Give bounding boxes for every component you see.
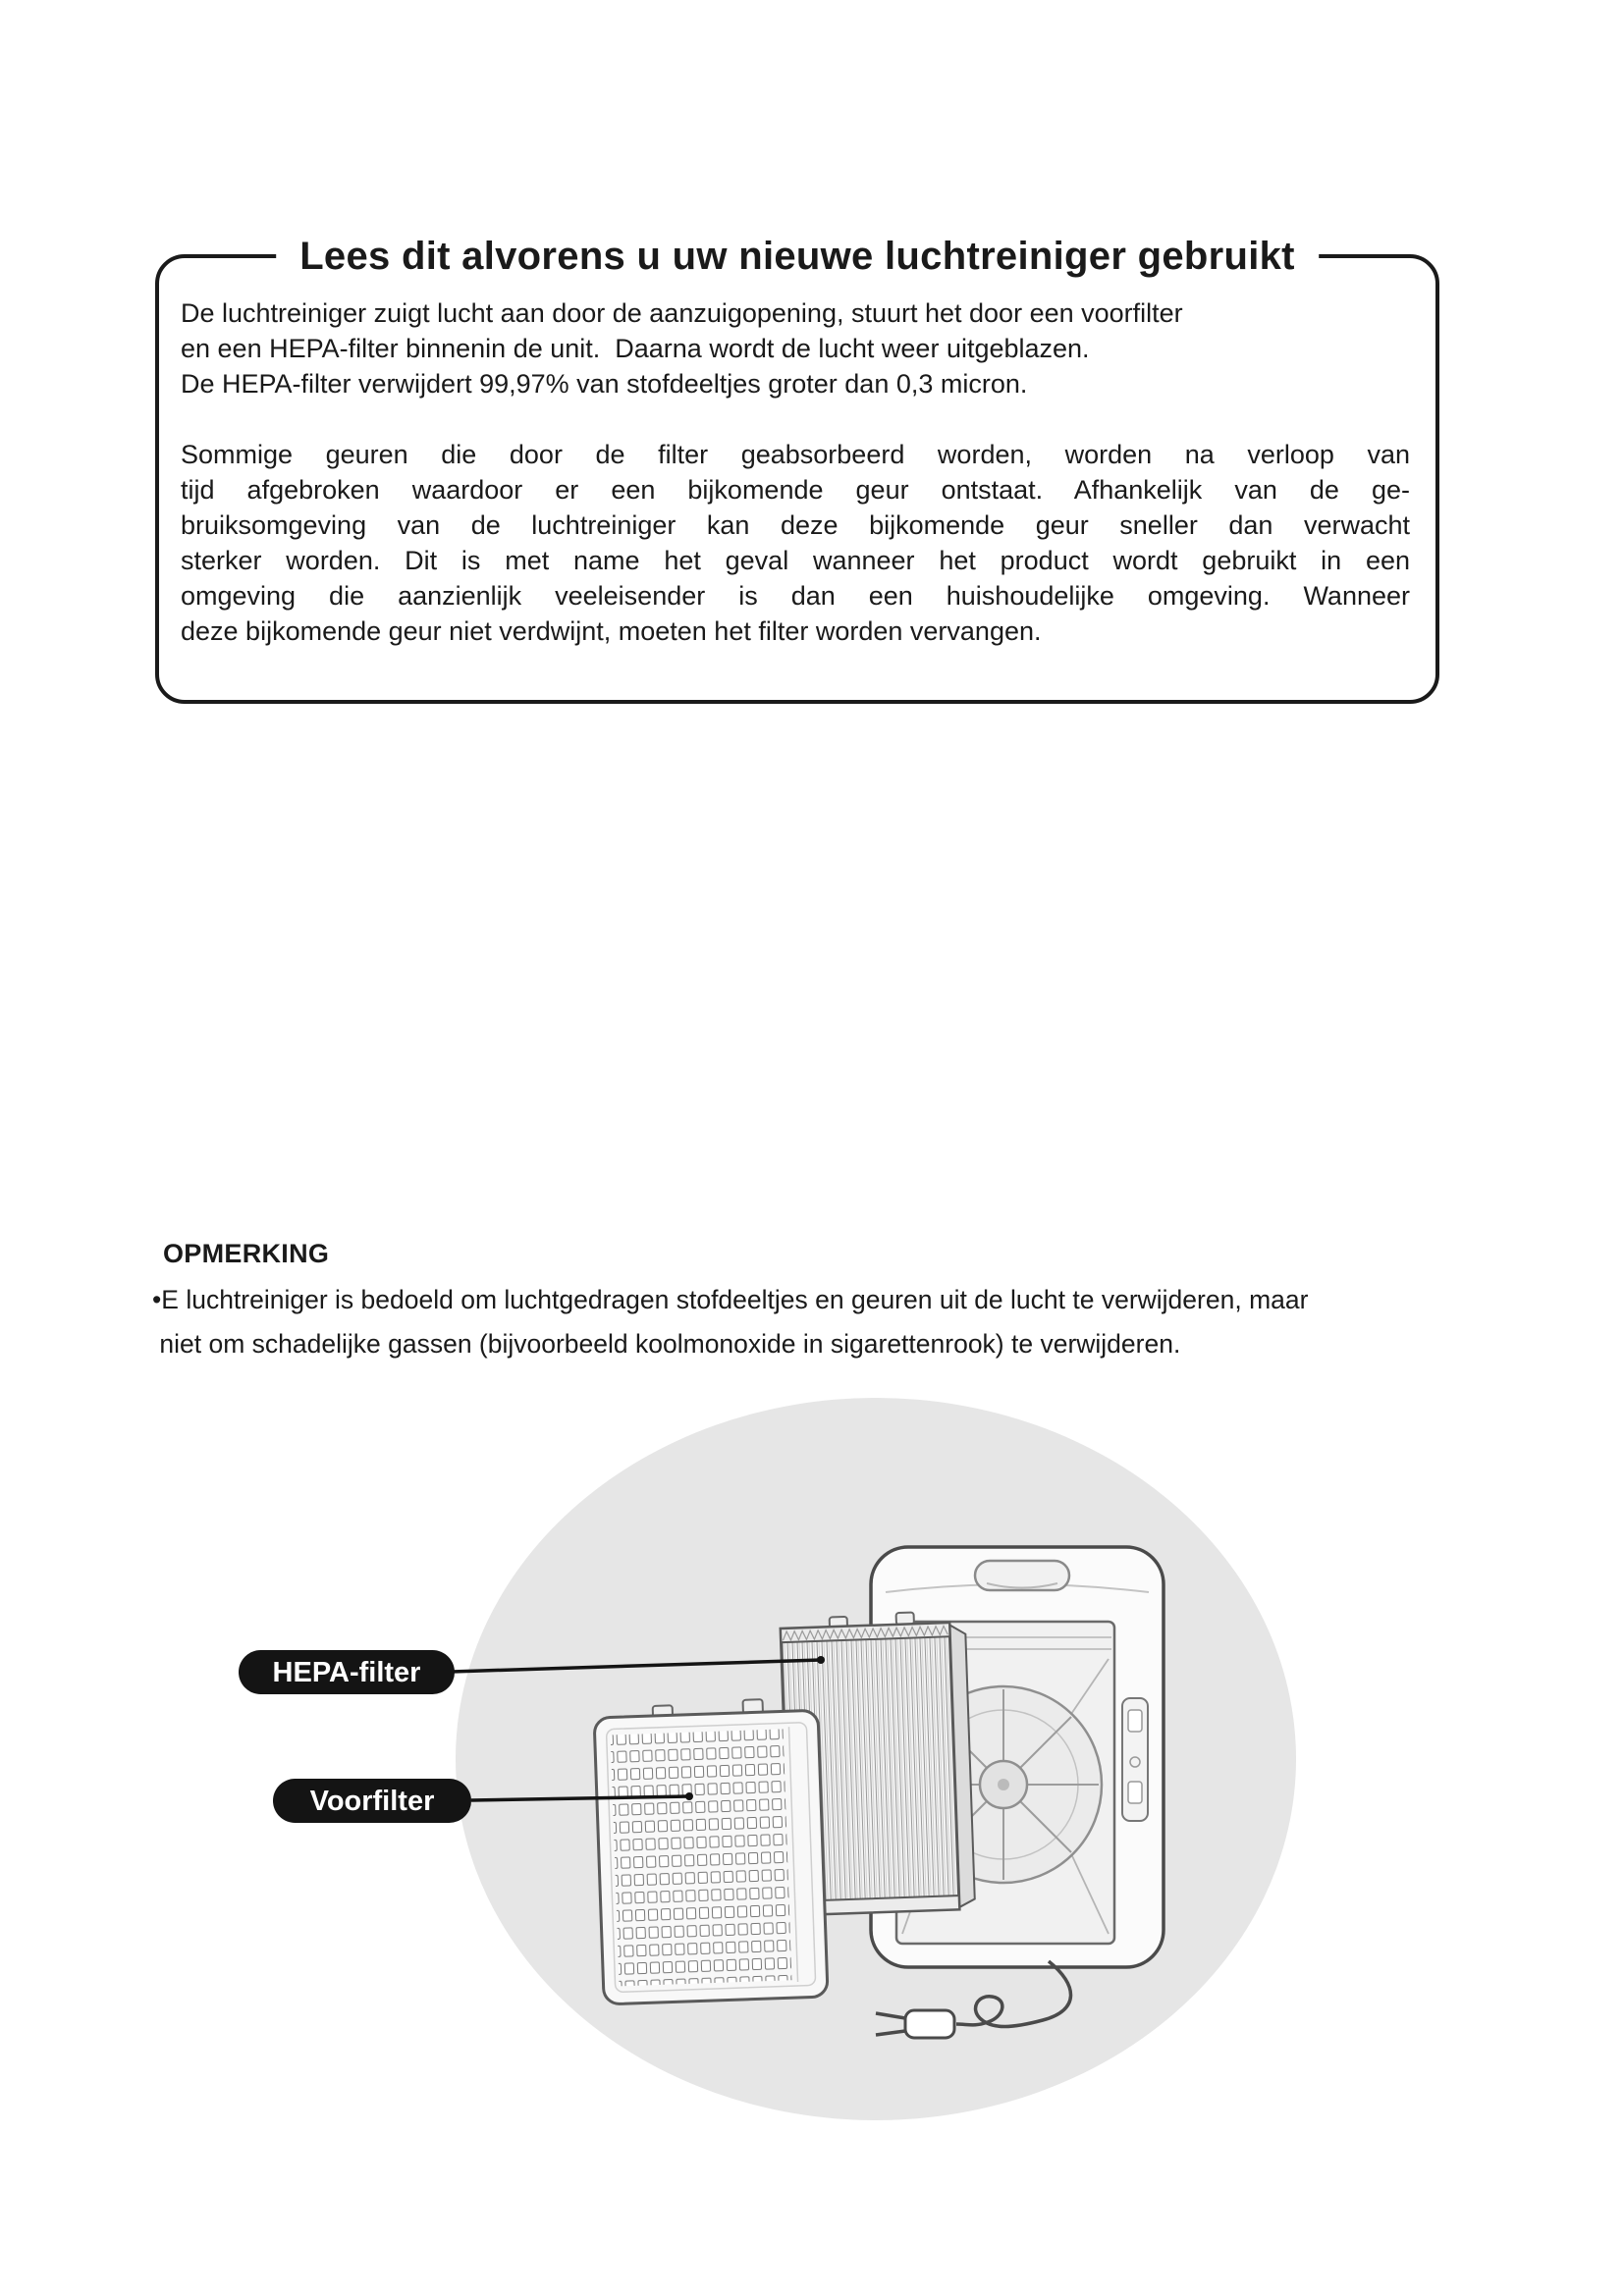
note-line: •E luchtreiniger is bedoeld om luchtgedragen stofdeeltjes en geuren uit de lucht te verwijderen, maar xyxy=(152,1285,1309,1314)
text-line: De luchtreiniger zuigt lucht aan door de aanzuigopening, stuurt het door een voorfilter xyxy=(181,298,1183,328)
unit-handle xyxy=(975,1561,1069,1590)
text-line: tijd afgebroken waardoor er een bijkomende geur ontstaat. Afhankelijk van de ge- xyxy=(181,475,1410,505)
text-line: De HEPA-filter verwijdert 99,97% van stofdeeltjes groter dan 0,3 micron. xyxy=(181,369,1028,399)
prefilter-holes xyxy=(611,1729,792,1986)
text-line: bruiksomgeving van de luchtreiniger kan deze bijkomende geur sneller dan verwacht xyxy=(181,510,1410,540)
read-before-use-box xyxy=(155,235,1439,704)
hepa-label-text: HEPA-filter xyxy=(272,1657,421,1688)
box-title: Lees dit alvorens u uw nieuwe luchtreiniger gebruikt xyxy=(276,229,1319,284)
paragraph-odor-warning xyxy=(181,437,1410,649)
side-latch-top xyxy=(1128,1710,1142,1732)
fan-hub-center xyxy=(998,1779,1009,1790)
box-body xyxy=(159,258,1435,649)
prefilter-label-text: Voorfilter xyxy=(309,1786,435,1817)
text-line: en een HEPA-filter binnenin de unit. Daarna wordt de lucht weer uitgeblazen. xyxy=(181,334,1090,363)
text-line: sterker worden. Dit is met name het geval wanneer het product wordt gebruikt in een xyxy=(181,546,1410,575)
side-latch-bottom xyxy=(1128,1782,1142,1803)
prefilter-drawing xyxy=(594,1697,829,2004)
prefilter-leader-dot xyxy=(685,1792,693,1800)
note-line: niet om schadelijke gassen (bijvoorbeeld koolmonoxide in sigarettenrook) te verwijderen. xyxy=(152,1329,1181,1359)
note-heading: OPMERKING xyxy=(163,1239,330,1268)
hepa-leader-dot xyxy=(817,1656,825,1664)
plug-body xyxy=(905,2010,954,2038)
text-line: Sommige geuren die door de filter geabsorbeerd worden, worden na verloop van xyxy=(181,440,1410,469)
filter-diagram xyxy=(147,1374,1424,2179)
paragraph-how-it-works xyxy=(181,295,1410,401)
note-body xyxy=(152,1278,1556,1366)
text-line: omgeving die aanzienlijk veeleisender is dan een huishoudelijke omgeving. Wanneer xyxy=(181,581,1410,611)
text-line: deze bijkomende geur niet verdwijnt, moeten het filter worden vervangen. xyxy=(181,616,1042,646)
